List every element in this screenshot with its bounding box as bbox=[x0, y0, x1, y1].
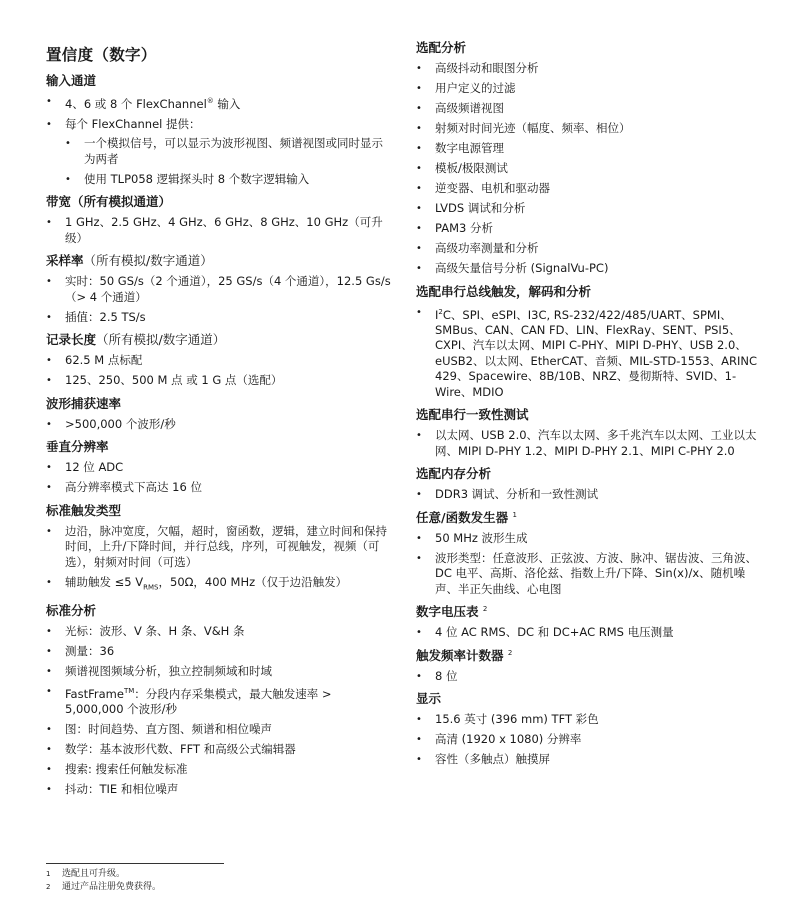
list-item: • 频谱视图频域分析，独立控制频域和时域 bbox=[46, 664, 391, 680]
list-item: • PAM3 分析 bbox=[416, 221, 766, 237]
list-item: • DDR3 调试、分析和一致性测试 bbox=[416, 487, 766, 503]
record-length-list bbox=[46, 353, 391, 389]
frequency-counter-list bbox=[416, 669, 766, 685]
list-item: • 图：时间趋势、直方图、频谱和相位噪声 bbox=[46, 722, 391, 738]
list-item: • 4、6 或 8 个 FlexChannel® 输入 bbox=[46, 94, 391, 112]
heading-input-channels: 输入通道 bbox=[46, 73, 97, 88]
list-item: • 高级功率测量和分析 bbox=[416, 241, 766, 257]
footnotes bbox=[46, 863, 296, 894]
optional-analysis-list bbox=[416, 61, 766, 277]
list-item: • 125、250、500 M 点 或 1 G 点（选配） bbox=[46, 373, 391, 389]
bandwidth-list bbox=[46, 215, 391, 246]
list-item: • 高级抖动和眼图分析 bbox=[416, 61, 766, 77]
heading-standard-analysis: 标准分析 bbox=[46, 602, 97, 618]
list-item: • 测量：36 bbox=[46, 644, 391, 660]
list-item: • 抖动：TIE 和相位噪声 bbox=[46, 782, 391, 798]
heading-memory-analysis: 选配内存分析 bbox=[416, 466, 492, 482]
memory-analysis-list bbox=[416, 487, 766, 503]
left-column bbox=[46, 38, 391, 802]
serial-compliance-list bbox=[416, 428, 766, 459]
list-item: • 数学：基本波形代数、FFT 和高级公式编辑器 bbox=[46, 742, 391, 758]
list-item: • 12 位 ADC bbox=[46, 460, 391, 476]
heading-serial-bus: 选配串行总线触发，解码和分析 bbox=[416, 283, 592, 299]
list-item: • 8 位 bbox=[416, 669, 766, 685]
list-item: • FastFrame™：分段内存采集模式，最大触发速率 > 5,000,000 个波形/秒 bbox=[46, 684, 391, 718]
heading-sample-rate: 采样率（所有模拟/数字通道） bbox=[46, 253, 213, 269]
list-item: • 波形类型：任意波形、正弦波、方波、脉冲、锯齿波、三角波、DC 电平、高斯、洛伦兹、指数上升/下降、Sin(x)/x、随机噪声、半正矢曲线、心电图 bbox=[416, 551, 766, 598]
sub-list-item: • 使用 TLP058 逻辑探头时 8 个数字逻辑输入 bbox=[65, 172, 391, 188]
heading-display: 显示 bbox=[416, 691, 442, 707]
heading-afg: 任意/函数发生器 $^1$ bbox=[416, 509, 517, 525]
list-item: • $I^2C$、SPI、eSPI、I3C, RS-232/422/485/UART、SPMI、SMBus、CAN、CAN FD、LIN、FlexRay、SENT、PSI5、CXPI、汽车以太网、MIPI C-PHY、MIPI D-PHY、USB 2.0、eUSB2、以太网、EtherCAT、音频、MIL-STD-1553、ARINC 429、Spacewire、8B/10B、NRZ、曼彻斯特、SVID、1-Wire、MDIO bbox=[416, 305, 766, 401]
display-list bbox=[416, 712, 766, 768]
waveform-capture-list bbox=[46, 417, 391, 433]
list-item: • 辅助触发 ≤5 $V_{RMS}$，50Ω，400 MHz（仅于边沿触发） bbox=[46, 575, 391, 596]
list-item: • 实时：50 GS/s（2 个通道），25 GS/s（4 个通道），12.5 Gs/s（> 4 个通道） bbox=[46, 274, 391, 305]
list-item: • 50 MHz 波形生成 bbox=[416, 531, 766, 547]
sub-list-item: • 一个模拟信号，可以显示为波形视图、频谱视图或同时显示为两者 bbox=[65, 136, 391, 167]
heading-frequency-counter: 触发频率计数器 $^2$ bbox=[416, 647, 513, 663]
footnote: 1 选配且可升级。 bbox=[46, 869, 126, 879]
list-item: • 以太网、USB 2.0、汽车以太网、多千兆汽车以太网、工业以太网、MIPI D-PHY 1.2、MIPI D-PHY 2.1、MIPI C-PHY 2.0 bbox=[416, 428, 766, 459]
sub-list bbox=[65, 136, 391, 187]
heading-serial-compliance: 选配串行一致性测试 bbox=[416, 407, 529, 423]
list-item: • 4 位 AC RMS、DC 和 DC+AC RMS 电压测量 bbox=[416, 625, 766, 641]
heading-bandwidth: 带宽（所有模拟通道） bbox=[46, 194, 172, 210]
list-item: • 数字电源管理 bbox=[416, 141, 766, 157]
right-column bbox=[416, 38, 766, 773]
standard-analysis-list bbox=[46, 624, 391, 798]
list-item: • LVDS 调试和分析 bbox=[416, 201, 766, 217]
list-item: • >500,000 个波形/秒 bbox=[46, 417, 391, 433]
heading-optional-analysis: 选配分析 bbox=[416, 40, 467, 55]
footnote: 2 通过产品注册免费获得。 bbox=[46, 882, 162, 892]
list-item: • 射频对时间光迹（幅度、频率、相位） bbox=[416, 121, 766, 137]
afg-list bbox=[416, 531, 766, 598]
input-channels-list bbox=[46, 94, 391, 187]
list-item: • 高级频谱视图 bbox=[416, 101, 766, 117]
page-title: 置信度（数字） bbox=[46, 46, 157, 64]
list-item: • 高分辨率模式下高达 16 位 bbox=[46, 480, 391, 496]
list-item: • 模板/极限测试 bbox=[416, 161, 766, 177]
list-item: • 用户定义的过滤 bbox=[416, 81, 766, 97]
list-item: • 高级矢量信号分析 (SignalVu-PC) bbox=[416, 261, 766, 277]
list-item: • 15.6 英寸 (396 mm) TFT 彩色 bbox=[416, 712, 766, 728]
list-item: • 边沿，脉冲宽度，欠幅，超时，窗函数，逻辑，建立时间和保持时间，上升/下降时间，并行总线，序列，可视触发，视频（可选），射频对时间（可选） bbox=[46, 524, 391, 571]
footnote-divider bbox=[46, 863, 224, 864]
sample-rate-list bbox=[46, 274, 391, 325]
list-item: • 逆变器、电机和驱动器 bbox=[416, 181, 766, 197]
list-item: • 62.5 M 点标配 bbox=[46, 353, 391, 369]
heading-trigger-types: 标准触发类型 bbox=[46, 502, 122, 518]
list-item: • 1 GHz、2.5 GHz、4 GHz、6 GHz、8 GHz、10 GHz（可升级） bbox=[46, 215, 391, 246]
list-item: • 插值：2.5 TS/s bbox=[46, 310, 391, 326]
serial-bus-list bbox=[416, 305, 766, 401]
list-item: • 高清 (1920 x 1080) 分辨率 bbox=[416, 732, 766, 748]
list-item: • 每个 FlexChannel 提供： • 一个模拟信号，可以显示为波形视图、频谱视图或同时显示为两者 • 使用 TLP058 逻辑探头时 8 个数字逻辑输入 bbox=[46, 117, 391, 188]
list-item: • 搜索: 搜索任何触发标准 bbox=[46, 762, 391, 778]
dvm-list bbox=[416, 625, 766, 641]
vertical-resolution-list bbox=[46, 460, 391, 496]
heading-record-length: 记录长度（所有模拟/数字通道） bbox=[46, 332, 226, 348]
heading-dvm: 数字电压表 $^2$ bbox=[416, 604, 488, 620]
heading-vertical-resolution: 垂直分辨率 bbox=[46, 439, 109, 455]
list-item: • 光标：波形、V 条、H 条、V&H 条 bbox=[46, 624, 391, 640]
list-item: • 容性（多触点）触摸屏 bbox=[416, 752, 766, 768]
heading-waveform-capture: 波形捕获速率 bbox=[46, 395, 122, 411]
trigger-types-list bbox=[46, 524, 391, 596]
